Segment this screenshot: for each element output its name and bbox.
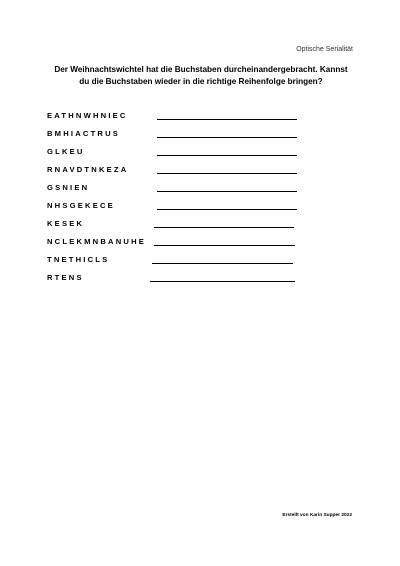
answer-line[interactable] bbox=[150, 281, 295, 282]
answer-line[interactable] bbox=[157, 191, 297, 192]
word-row bbox=[47, 164, 307, 182]
word-row bbox=[47, 272, 307, 290]
word-row bbox=[47, 110, 307, 128]
word-list bbox=[47, 110, 307, 290]
scrambled-word: GSNIEN bbox=[47, 183, 90, 192]
scrambled-word: GLKEU bbox=[47, 147, 85, 156]
answer-line[interactable] bbox=[152, 263, 293, 264]
instructions-line-2: du die Buchstaben wieder in die richtige Reihenfolge bringen? bbox=[79, 77, 323, 86]
word-row bbox=[47, 200, 307, 218]
answer-line[interactable] bbox=[157, 155, 297, 156]
answer-line[interactable] bbox=[157, 119, 297, 120]
scrambled-word: TNETHICLS bbox=[47, 255, 110, 264]
instructions-line-1: Der Weihnachtswichtel hat die Buchstaben durcheinandergebracht. Kannst bbox=[54, 65, 348, 74]
word-row bbox=[47, 254, 307, 272]
scrambled-word: BMHIACTRUS bbox=[47, 129, 121, 138]
word-row bbox=[47, 128, 307, 146]
scrambled-word: EATHNWHNIEC bbox=[47, 111, 128, 120]
answer-line[interactable] bbox=[154, 245, 295, 246]
word-row bbox=[47, 236, 307, 254]
scrambled-word: RNAVDTNKEZA bbox=[47, 165, 129, 174]
answer-line[interactable] bbox=[157, 209, 297, 210]
footer-credit: Erstellt von Karin Supper 2022 bbox=[282, 513, 352, 518]
word-row bbox=[47, 218, 307, 236]
header-label: Optische Serialität bbox=[296, 46, 353, 53]
scrambled-word: KESEK bbox=[47, 219, 85, 228]
scrambled-word: NCLEKMNBANUHE bbox=[47, 237, 147, 246]
answer-line[interactable] bbox=[154, 227, 294, 228]
scrambled-word: NHSGEKECE bbox=[47, 201, 115, 210]
answer-line[interactable] bbox=[157, 137, 297, 138]
answer-line[interactable] bbox=[157, 173, 297, 174]
word-row bbox=[47, 146, 307, 164]
word-row bbox=[47, 182, 307, 200]
instructions bbox=[40, 64, 362, 88]
scrambled-word: RTENS bbox=[47, 273, 84, 282]
